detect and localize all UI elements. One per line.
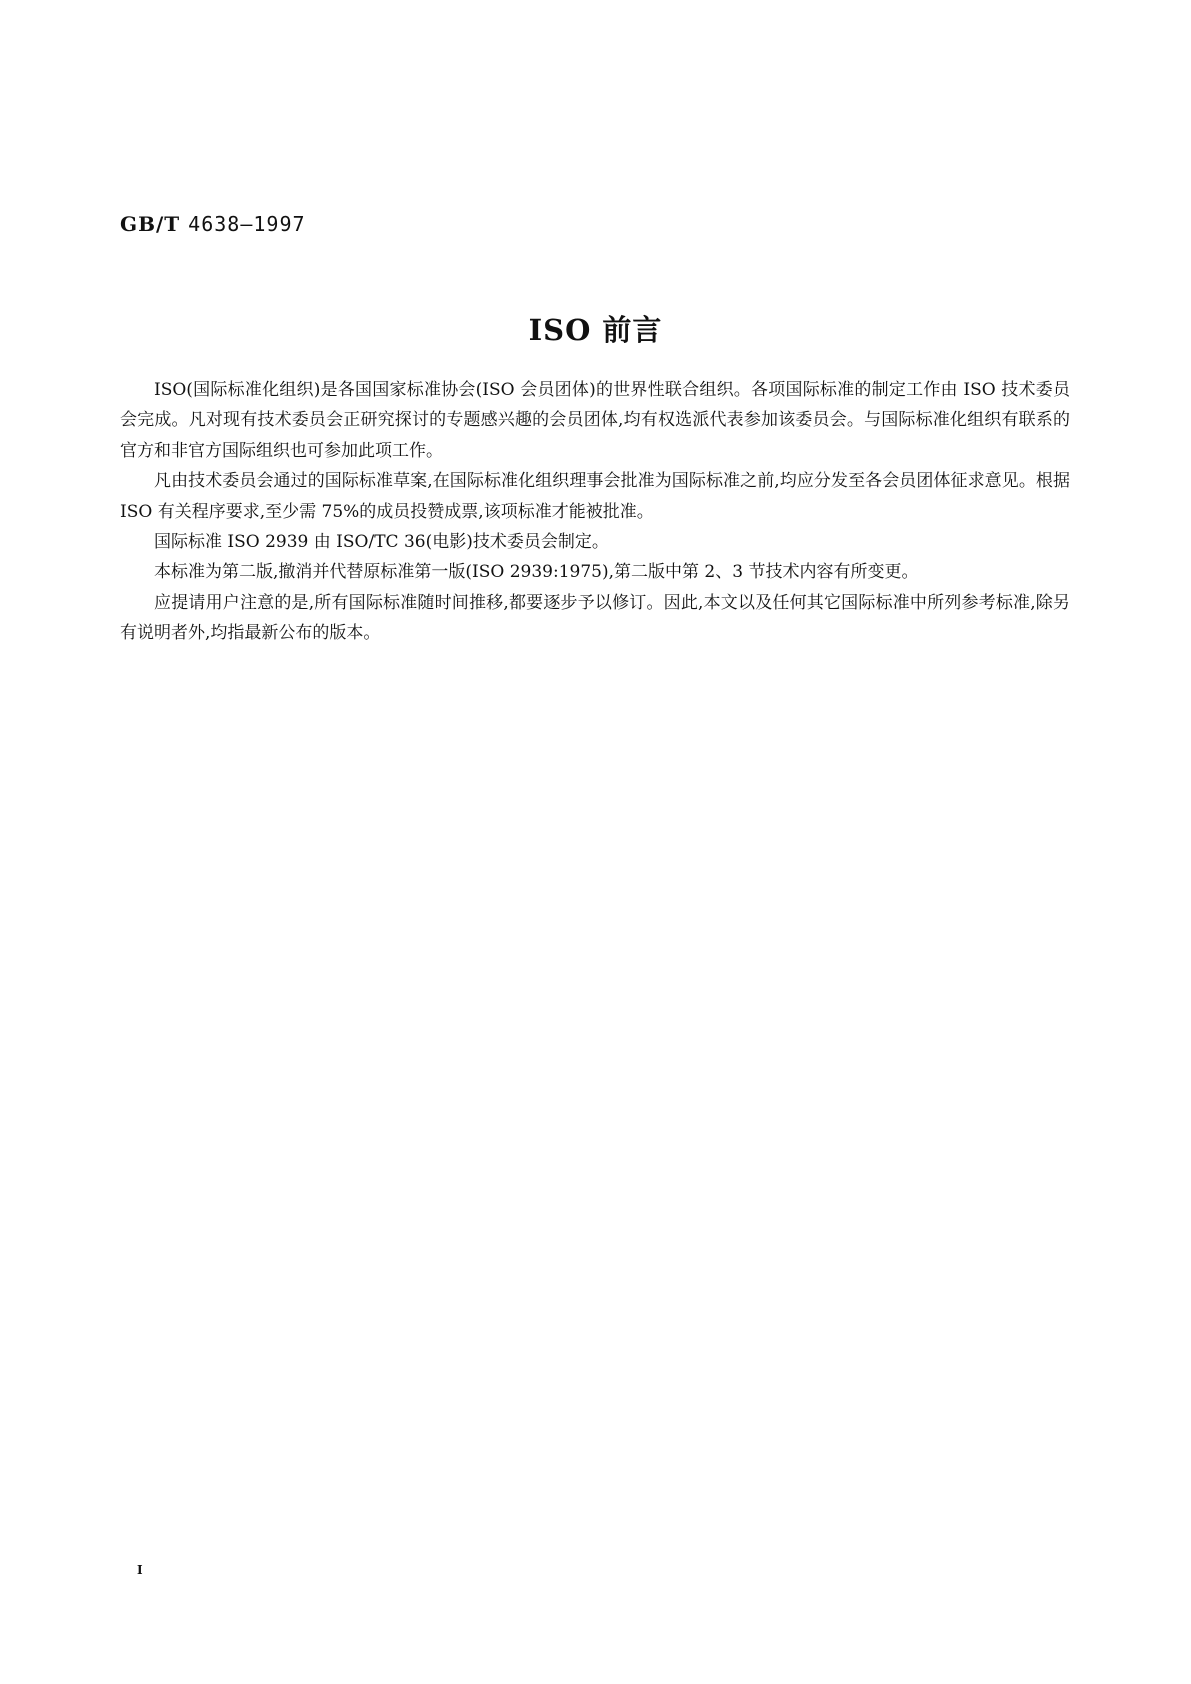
paragraph-2: 凡由技术委员会通过的国际标准草案,在国际标准化组织理事会批准为国际标准之前,均应分发至各会员团体征求意见。根据 ISO 有关程序要求,至少需 75%的成员投赞成票,该项标准才能被批准。 [120, 471, 1070, 522]
paragraph-4: 本标准为第二版,撤消并代替原标准第一版(ISO 2939:1975),第二版中第 2、3 节技术内容有所变更。 [154, 562, 919, 583]
standard-prefix: GB/T [120, 212, 181, 236]
page-number: I [137, 1563, 143, 1577]
page-title: ISO 前言 [528, 313, 663, 347]
paragraph-5: 应提请用户注意的是,所有国际标准随时间推移,都要逐步予以修订。因此,本文以及任何其它国际标准中所列参考标准,除另有说明者外,均指最新公布的版本。 [120, 592, 1070, 644]
paragraph-3: 国际标准 ISO 2939 由 ISO/TC 36(电影)技术委员会制定。 [154, 532, 609, 553]
foreword-body [120, 375, 1070, 649]
standard-number: 4638—1997 [188, 212, 306, 236]
standard-code [120, 212, 306, 236]
paragraph-1: ISO(国际标准化组织)是各国国家标准协会(ISO 会员团体)的世界性联合组织。各项国际标准的制定工作由 ISO 技术委员会完成。凡对现有技术委员会正研究探讨的专题感兴趣的会员团体,均有权选派代表参加该委员会。与国际标准化组织有联系的官方和非官方国际组织也可参加此项工作。 [120, 380, 1070, 461]
